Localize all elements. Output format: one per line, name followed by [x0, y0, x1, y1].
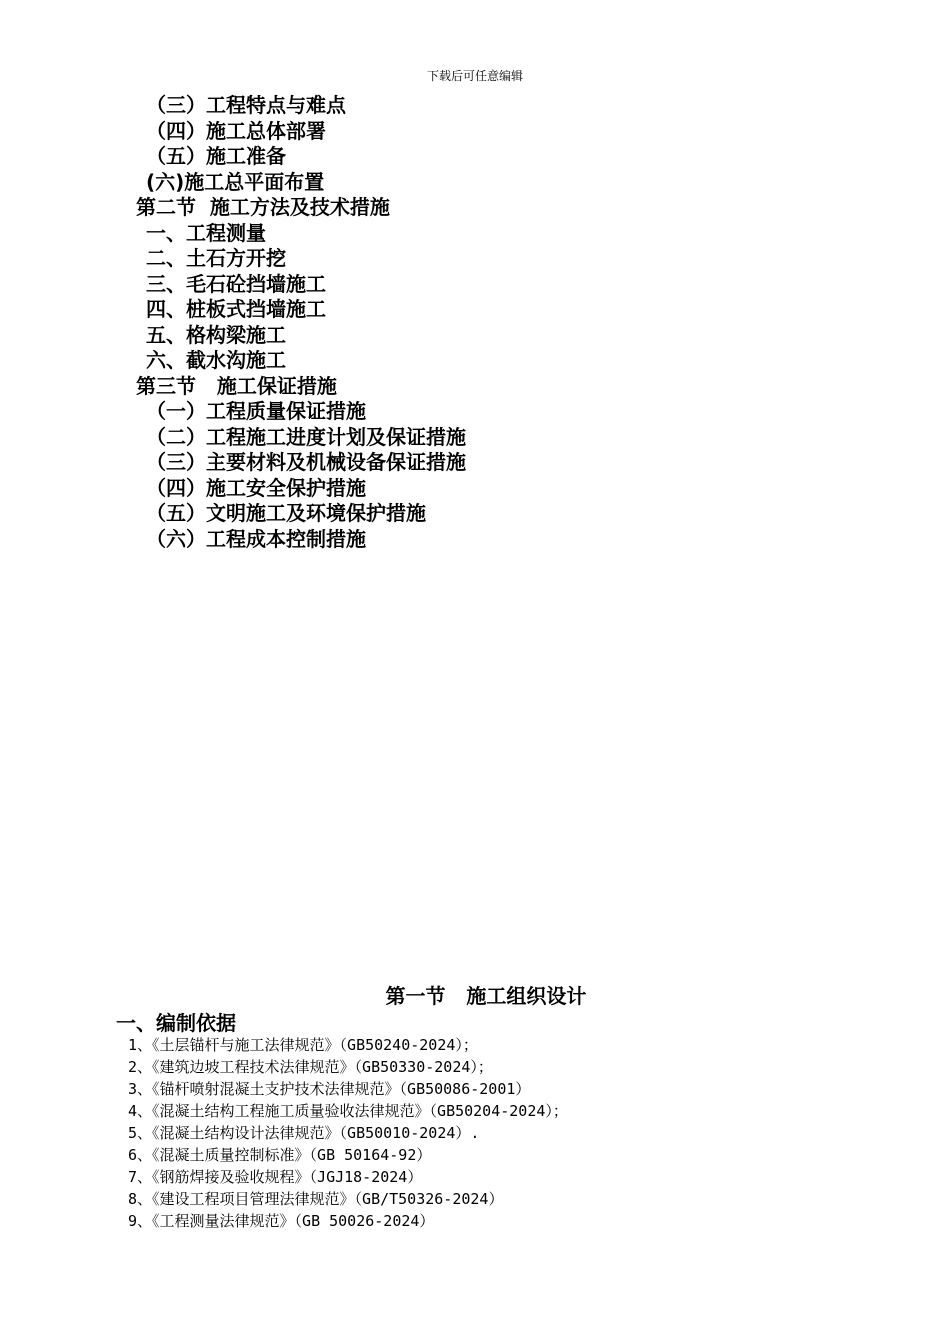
toc-section-heading: 第二节 施工方法及技术措施	[136, 195, 390, 219]
reference-item: 5、《混凝土结构设计法律规范》（GB50010-2024）.	[128, 1124, 480, 1142]
page-header-note: 下载后可任意编辑	[426, 69, 523, 83]
toc-item: 一、工程测量	[146, 220, 266, 245]
section-subheading: 一、编制依据	[116, 1011, 236, 1035]
reference-item: 1、《土层锚杆与施工法律规范》（GB50240-2024）；	[128, 1036, 478, 1054]
toc-item: （三）工程特点与难点	[146, 93, 346, 117]
toc-item: （四）施工总体部署	[146, 118, 326, 143]
reference-item: 7、《钢筋焊接及验收规程》（JGJ18-2024）	[128, 1168, 423, 1186]
toc-item: 五、格构梁施工	[146, 322, 286, 347]
reference-item: 3、《锚杆喷射混凝土支护技术法律规范》（GB50086-2001）	[128, 1080, 531, 1098]
reference-item: 8、《建设工程项目管理法律规范》（GB/T50326-2024）	[128, 1190, 504, 1208]
toc-item: (六)施工总平面布置	[146, 169, 325, 194]
toc-item: （五）文明施工及环境保护措施	[146, 501, 426, 525]
toc-item: 六、截水沟施工	[146, 348, 286, 372]
toc-item: （三）主要材料及机械设备保证措施	[146, 450, 466, 474]
reference-item: 6、《混凝土质量控制标准》（GB 50164-92）	[128, 1146, 432, 1164]
toc-item: （一）工程质量保证措施	[146, 399, 366, 423]
toc-item: 三、毛石砼挡墙施工	[146, 271, 326, 296]
toc-item: （四）施工安全保护措施	[146, 475, 366, 500]
reference-item: 4、《混凝土结构工程施工质量验收法律规范》（GB50204-2024）；	[128, 1102, 568, 1120]
toc-item: （二）工程施工进度计划及保证措施	[146, 424, 466, 449]
reference-item: 9、《工程测量法律规范》（GB 50026-2024）	[128, 1212, 435, 1230]
section-title: 第一节 施工组织设计	[385, 984, 587, 1008]
toc-section-heading: 第三节 施工保证措施	[136, 373, 337, 398]
toc-item: （六）工程成本控制措施	[146, 526, 366, 551]
toc-item: 四、桩板式挡墙施工	[146, 297, 326, 321]
reference-list	[128, 1034, 568, 1232]
toc-item: （五）施工准备	[146, 144, 286, 168]
reference-item: 2、《建筑边坡工程技术法律规范》（GB50330-2024）；	[128, 1058, 493, 1076]
toc-item: 二、土石方开挖	[146, 246, 286, 270]
